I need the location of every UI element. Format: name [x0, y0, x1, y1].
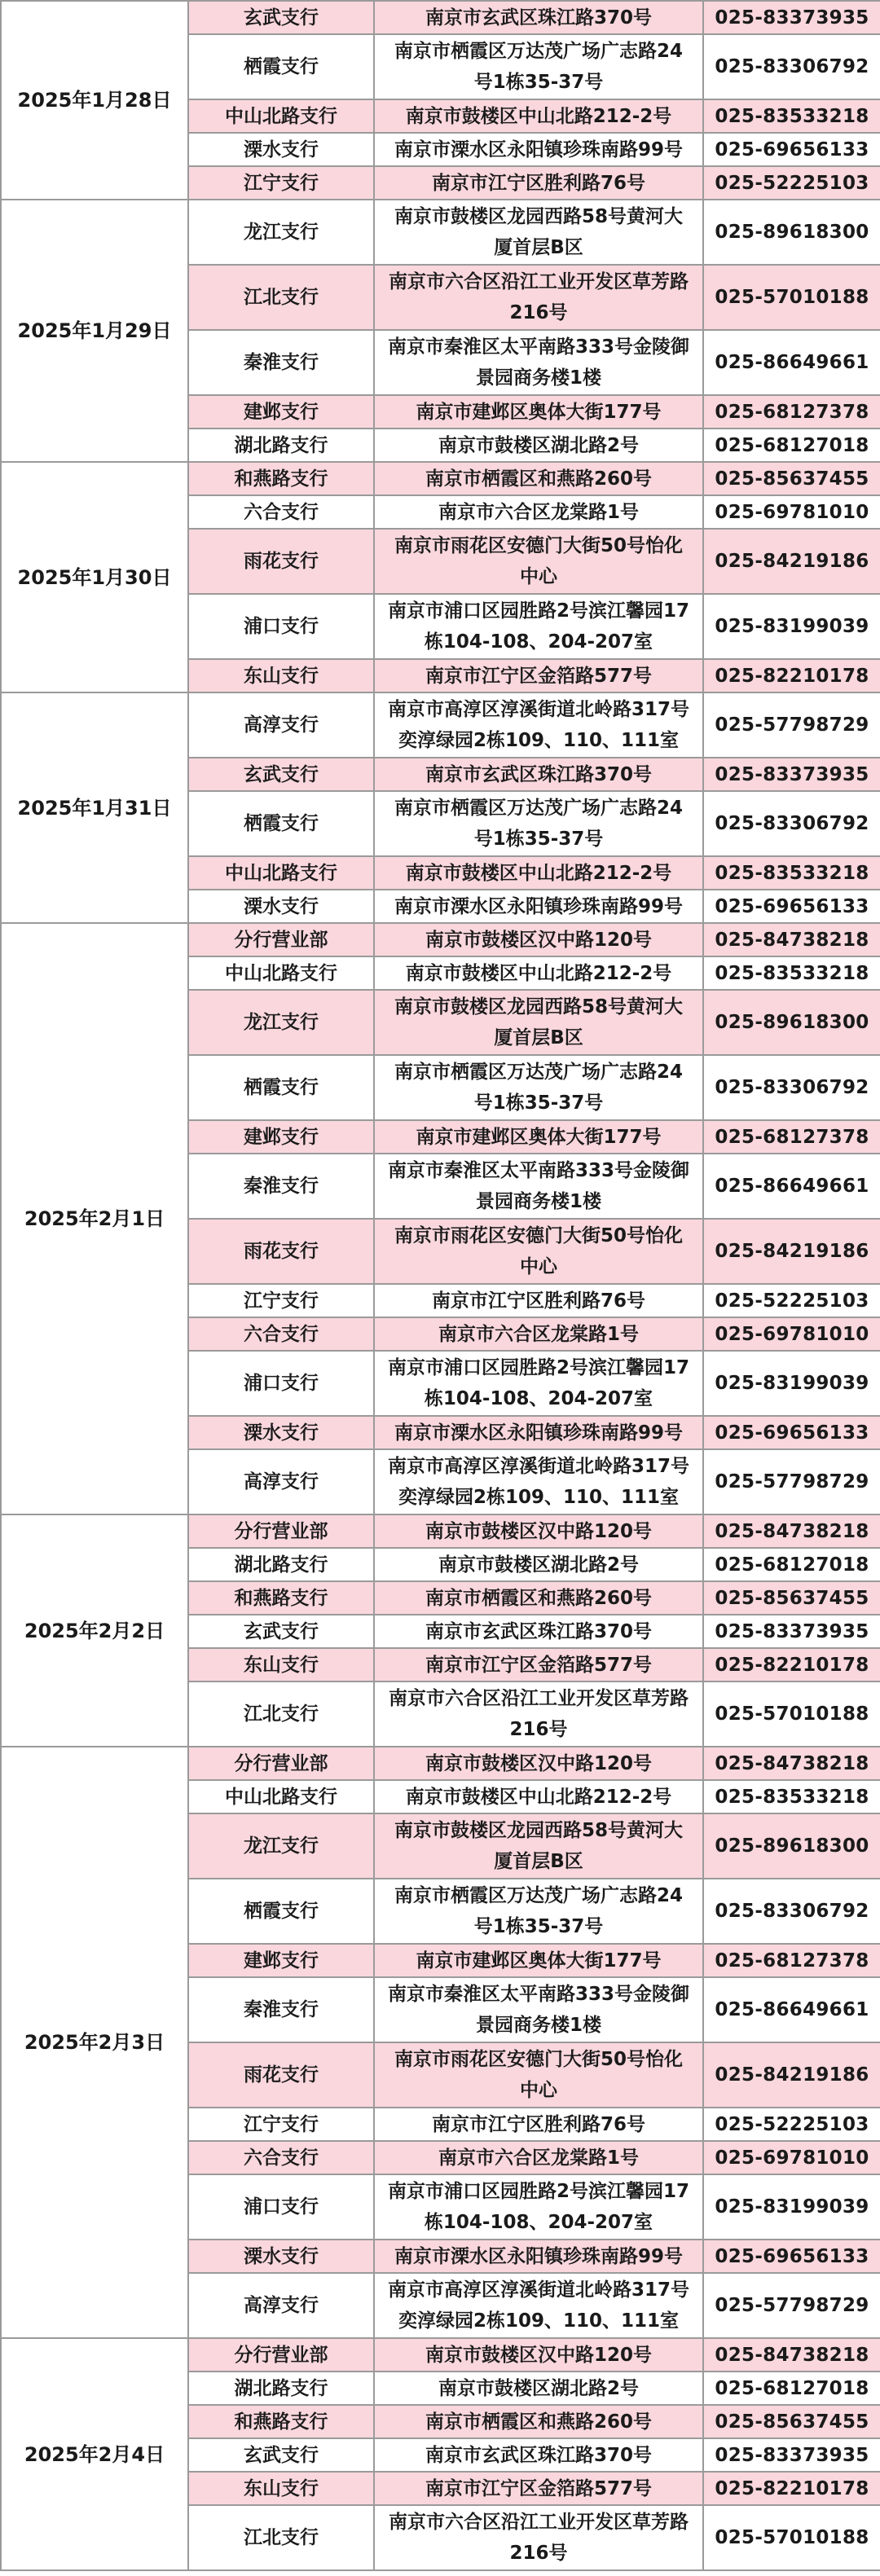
branch-phone-cell: 025-89618300 [703, 200, 880, 265]
branch-address-cell: 南京市江宁区金箔路577号 [374, 1648, 703, 1681]
branch-name-cell: 高淳支行 [188, 2273, 374, 2338]
branch-phone-cell: 025-83533218 [703, 956, 880, 990]
branch-name-cell: 江北支行 [188, 265, 374, 330]
branch-address-cell: 南京市栖霞区万达茂广场广志路24号1栋35-37号 [374, 34, 703, 99]
branch-name-cell: 栖霞支行 [188, 791, 374, 856]
branch-address-cell: 南京市建邺区奥体大街177号 [374, 1120, 703, 1154]
branch-name-cell: 龙江支行 [188, 200, 374, 265]
branch-address-cell: 南京市雨花区安德门大街50号怡化中心 [374, 2042, 703, 2108]
branch-name-cell: 湖北路支行 [188, 2372, 374, 2405]
branch-name-cell: 龙江支行 [188, 990, 374, 1055]
branch-address-cell: 南京市鼓楼区中山北路212-2号 [374, 956, 703, 990]
branch-name-cell: 江北支行 [188, 1681, 374, 1747]
branch-name-cell: 建邺支行 [188, 1120, 374, 1154]
table-row [1, 200, 880, 265]
branch-name-cell: 和燕路支行 [188, 2405, 374, 2438]
branch-address-cell: 南京市江宁区胜利路76号 [374, 1284, 703, 1317]
branch-address-cell: 南京市鼓楼区中山北路212-2号 [374, 1780, 703, 1813]
date-cell: 2025年2月1日 [1, 923, 188, 1514]
branch-phone-cell: 025-83199039 [703, 2174, 880, 2240]
branch-name-cell: 玄武支行 [188, 758, 374, 791]
branch-phone-cell: 025-85637455 [703, 462, 880, 495]
branch-phone-cell: 025-84219186 [703, 1219, 880, 1284]
date-cell: 2025年1月28日 [1, 1, 188, 200]
branch-phone-cell: 025-89618300 [703, 990, 880, 1055]
branch-name-cell: 分行营业部 [188, 923, 374, 956]
branch-address-cell: 南京市鼓楼区湖北路2号 [374, 429, 703, 462]
branch-phone-cell: 025-82210178 [703, 1648, 880, 1681]
branch-phone-cell: 025-68127018 [703, 2372, 880, 2405]
branch-phone-cell: 025-83373935 [703, 2438, 880, 2472]
branch-address-cell: 南京市六合区龙棠路1号 [374, 495, 703, 529]
branch-name-cell: 浦口支行 [188, 594, 374, 659]
date-cell: 2025年1月31日 [1, 692, 188, 923]
branch-name-cell: 高淳支行 [188, 1449, 374, 1514]
branch-phone-cell: 025-69656133 [703, 1416, 880, 1449]
branch-name-cell: 六合支行 [188, 2141, 374, 2174]
branch-phone-cell: 025-69781010 [703, 495, 880, 529]
branch-address-cell: 南京市溧水区永阳镇珍珠南路99号 [374, 2240, 703, 2273]
branch-phone-cell: 025-86649661 [703, 1154, 880, 1219]
branch-address-cell: 南京市栖霞区万达茂广场广志路24号1栋35-37号 [374, 1055, 703, 1120]
branch-name-cell: 分行营业部 [188, 1747, 374, 1780]
branch-name-cell: 栖霞支行 [188, 34, 374, 99]
table-row [1, 462, 880, 495]
branch-address-cell: 南京市雨花区安德门大街50号怡化中心 [374, 529, 703, 594]
branch-phone-cell: 025-68127378 [703, 1120, 880, 1154]
branch-phone-cell: 025-84738218 [703, 1514, 880, 1548]
branch-address-cell: 南京市高淳区淳溪街道北岭路317号奕淳绿园2栋109、110、111室 [374, 1449, 703, 1514]
branch-name-cell: 玄武支行 [188, 1615, 374, 1648]
branch-address-cell: 南京市江宁区金箔路577号 [374, 659, 703, 692]
branch-name-cell: 浦口支行 [188, 2174, 374, 2240]
branch-name-cell: 中山北路支行 [188, 99, 374, 133]
branch-phone-cell: 025-84738218 [703, 923, 880, 956]
branch-phone-cell: 025-89618300 [703, 1813, 880, 1879]
branch-address-cell: 南京市六合区沿江工业开发区草芳路216号 [374, 2505, 703, 2570]
branch-phone-cell: 025-85637455 [703, 2405, 880, 2438]
branch-phone-cell: 025-83373935 [703, 1615, 880, 1648]
branch-phone-cell: 025-83306792 [703, 791, 880, 856]
branch-name-cell: 雨花支行 [188, 2042, 374, 2108]
branch-phone-cell: 025-68127018 [703, 1548, 880, 1581]
branch-address-cell: 南京市六合区沿江工业开发区草芳路216号 [374, 1681, 703, 1747]
branch-address-cell: 南京市鼓楼区中山北路212-2号 [374, 99, 703, 133]
branch-address-cell: 南京市鼓楼区汉中路120号 [374, 2338, 703, 2372]
branch-phone-cell: 025-84738218 [703, 2338, 880, 2372]
branch-address-cell: 南京市建邺区奥体大街177号 [374, 395, 703, 429]
branch-address-cell: 南京市江宁区金箔路577号 [374, 2472, 703, 2505]
branch-name-cell: 龙江支行 [188, 1813, 374, 1879]
branch-name-cell: 溧水支行 [188, 890, 374, 923]
branch-phone-cell: 025-57010188 [703, 1681, 880, 1747]
branch-address-cell: 南京市秦淮区太平南路333号金陵御景园商务楼1楼 [374, 1977, 703, 2042]
branch-name-cell: 浦口支行 [188, 1351, 374, 1416]
branch-name-cell: 建邺支行 [188, 1944, 374, 1977]
date-cell: 2025年2月3日 [1, 1747, 188, 2338]
branch-name-cell: 江宁支行 [188, 2108, 374, 2141]
branch-name-cell: 六合支行 [188, 1317, 374, 1351]
branch-phone-cell: 025-68127378 [703, 395, 880, 429]
branch-name-cell: 中山北路支行 [188, 956, 374, 990]
branch-phone-cell: 025-52225103 [703, 1284, 880, 1317]
branch-name-cell: 和燕路支行 [188, 462, 374, 495]
branch-name-cell: 和燕路支行 [188, 1581, 374, 1615]
branch-phone-cell: 025-57798729 [703, 1449, 880, 1514]
branch-name-cell: 建邺支行 [188, 395, 374, 429]
branch-address-cell: 南京市玄武区珠江路370号 [374, 758, 703, 791]
branch-address-cell: 南京市秦淮区太平南路333号金陵御景园商务楼1楼 [374, 1154, 703, 1219]
branch-address-cell: 南京市栖霞区和燕路260号 [374, 462, 703, 495]
branch-address-cell: 南京市建邺区奥体大街177号 [374, 1944, 703, 1977]
branch-phone-cell: 025-86649661 [703, 330, 880, 395]
table-row [1, 923, 880, 956]
branch-name-cell: 秦淮支行 [188, 330, 374, 395]
branch-phone-cell: 025-83373935 [703, 1, 880, 34]
branch-name-cell: 栖霞支行 [188, 1055, 374, 1120]
branch-phone-cell: 025-57798729 [703, 2273, 880, 2338]
branch-phone-cell: 025-83533218 [703, 1780, 880, 1813]
branch-phone-cell: 025-84219186 [703, 529, 880, 594]
branch-name-cell: 溧水支行 [188, 2240, 374, 2273]
branch-phone-cell: 025-52225103 [703, 2108, 880, 2141]
branch-name-cell: 江宁支行 [188, 1284, 374, 1317]
branch-phone-cell: 025-83306792 [703, 1055, 880, 1120]
branch-name-cell: 溧水支行 [188, 133, 374, 166]
branch-name-cell: 江宁支行 [188, 166, 374, 200]
branch-address-cell: 南京市高淳区淳溪街道北岭路317号奕淳绿园2栋109、110、111室 [374, 2273, 703, 2338]
branch-name-cell: 分行营业部 [188, 2338, 374, 2372]
branch-address-cell: 南京市鼓楼区汉中路120号 [374, 1514, 703, 1548]
branch-address-cell: 南京市溧水区永阳镇珍珠南路99号 [374, 133, 703, 166]
branch-phone-cell: 025-68127378 [703, 1944, 880, 1977]
branch-name-cell: 江北支行 [188, 2505, 374, 2570]
branch-name-cell: 湖北路支行 [188, 429, 374, 462]
date-cell: 2025年2月2日 [1, 1514, 188, 1747]
branch-name-cell: 雨花支行 [188, 529, 374, 594]
branch-name-cell: 分行营业部 [188, 1514, 374, 1548]
branch-address-cell: 南京市浦口区园胜路2号滨江馨园17栋104-108、204-207室 [374, 594, 703, 659]
branch-address-cell: 南京市栖霞区和燕路260号 [374, 2405, 703, 2438]
branch-name-cell: 中山北路支行 [188, 856, 374, 890]
branch-name-cell: 秦淮支行 [188, 1977, 374, 2042]
branch-address-cell: 南京市玄武区珠江路370号 [374, 1615, 703, 1648]
branch-address-cell: 南京市溧水区永阳镇珍珠南路99号 [374, 890, 703, 923]
date-cell: 2025年2月4日 [1, 2338, 188, 2570]
branch-phone-cell: 025-52225103 [703, 166, 880, 200]
branch-address-cell: 南京市六合区沿江工业开发区草芳路216号 [374, 265, 703, 330]
branch-address-cell: 南京市鼓楼区龙园西路58号黄河大厦首层B区 [374, 200, 703, 265]
branch-address-cell: 南京市六合区龙棠路1号 [374, 1317, 703, 1351]
branch-name-cell: 秦淮支行 [188, 1154, 374, 1219]
branch-phone-cell: 025-84738218 [703, 1747, 880, 1780]
table-row [1, 1, 880, 34]
branch-phone-cell: 025-83306792 [703, 1879, 880, 1944]
branch-phone-cell: 025-68127018 [703, 429, 880, 462]
date-cell: 2025年1月29日 [1, 200, 188, 462]
table-row [1, 1514, 880, 1548]
branch-address-cell: 南京市秦淮区太平南路333号金陵御景园商务楼1楼 [374, 330, 703, 395]
branch-address-cell: 南京市浦口区园胜路2号滨江馨园17栋104-108、204-207室 [374, 2174, 703, 2240]
branch-phone-cell: 025-69781010 [703, 1317, 880, 1351]
branch-phone-cell: 025-82210178 [703, 2472, 880, 2505]
branch-address-cell: 南京市玄武区珠江路370号 [374, 1, 703, 34]
branch-name-cell: 东山支行 [188, 2472, 374, 2505]
branch-phone-cell: 025-57798729 [703, 692, 880, 758]
branch-address-cell: 南京市鼓楼区湖北路2号 [374, 2372, 703, 2405]
branch-name-cell: 溧水支行 [188, 1416, 374, 1449]
branch-name-cell: 栖霞支行 [188, 1879, 374, 1944]
branch-name-cell: 六合支行 [188, 495, 374, 529]
branch-address-cell: 南京市高淳区淳溪街道北岭路317号奕淳绿园2栋109、110、111室 [374, 692, 703, 758]
branch-address-cell: 南京市鼓楼区龙园西路58号黄河大厦首层B区 [374, 1813, 703, 1879]
branch-name-cell: 东山支行 [188, 659, 374, 692]
table-row [1, 2338, 880, 2372]
branch-address-cell: 南京市浦口区园胜路2号滨江馨园17栋104-108、204-207室 [374, 1351, 703, 1416]
branch-phone-cell: 025-85637455 [703, 1581, 880, 1615]
branch-phone-cell: 025-57010188 [703, 2505, 880, 2570]
branch-name-cell: 玄武支行 [188, 2438, 374, 2472]
branch-address-cell: 南京市玄武区珠江路370号 [374, 2438, 703, 2472]
branch-address-cell: 南京市鼓楼区湖北路2号 [374, 1548, 703, 1581]
branch-name-cell: 雨花支行 [188, 1219, 374, 1284]
branch-phone-cell: 025-83199039 [703, 594, 880, 659]
branch-phone-cell: 025-82210178 [703, 659, 880, 692]
branch-phone-cell: 025-83306792 [703, 34, 880, 99]
branch-phone-cell: 025-86649661 [703, 1977, 880, 2042]
schedule-body [1, 1, 880, 2570]
branch-address-cell: 南京市六合区龙棠路1号 [374, 2141, 703, 2174]
date-cell: 2025年1月30日 [1, 462, 188, 692]
branch-name-cell: 湖北路支行 [188, 1548, 374, 1581]
branch-name-cell: 东山支行 [188, 1648, 374, 1681]
branch-phone-cell: 025-83199039 [703, 1351, 880, 1416]
branch-phone-cell: 025-83533218 [703, 856, 880, 890]
branch-address-cell: 南京市鼓楼区龙园西路58号黄河大厦首层B区 [374, 990, 703, 1055]
branch-address-cell: 南京市鼓楼区汉中路120号 [374, 923, 703, 956]
branch-address-cell: 南京市雨花区安德门大街50号怡化中心 [374, 1219, 703, 1284]
branch-address-cell: 南京市栖霞区和燕路260号 [374, 1581, 703, 1615]
branch-address-cell: 南京市鼓楼区汉中路120号 [374, 1747, 703, 1780]
branch-address-cell: 南京市江宁区胜利路76号 [374, 166, 703, 200]
branch-address-cell: 南京市溧水区永阳镇珍珠南路99号 [374, 1416, 703, 1449]
branch-address-cell: 南京市栖霞区万达茂广场广志路24号1栋35-37号 [374, 791, 703, 856]
branch-phone-cell: 025-83533218 [703, 99, 880, 133]
branch-phone-cell: 025-69781010 [703, 2141, 880, 2174]
branch-phone-cell: 025-83373935 [703, 758, 880, 791]
branch-phone-cell: 025-57010188 [703, 265, 880, 330]
branch-name-cell: 玄武支行 [188, 1, 374, 34]
branch-name-cell: 中山北路支行 [188, 1780, 374, 1813]
branch-name-cell: 高淳支行 [188, 692, 374, 758]
branch-address-cell: 南京市栖霞区万达茂广场广志路24号1栋35-37号 [374, 1879, 703, 1944]
branch-address-cell: 南京市江宁区胜利路76号 [374, 2108, 703, 2141]
branch-phone-cell: 025-69656133 [703, 890, 880, 923]
branch-phone-cell: 025-69656133 [703, 2240, 880, 2273]
branch-phone-cell: 025-69656133 [703, 133, 880, 166]
table-row [1, 692, 880, 758]
table-row [1, 1747, 880, 1780]
branch-phone-cell: 025-84219186 [703, 2042, 880, 2108]
branch-address-cell: 南京市鼓楼区中山北路212-2号 [374, 856, 703, 890]
